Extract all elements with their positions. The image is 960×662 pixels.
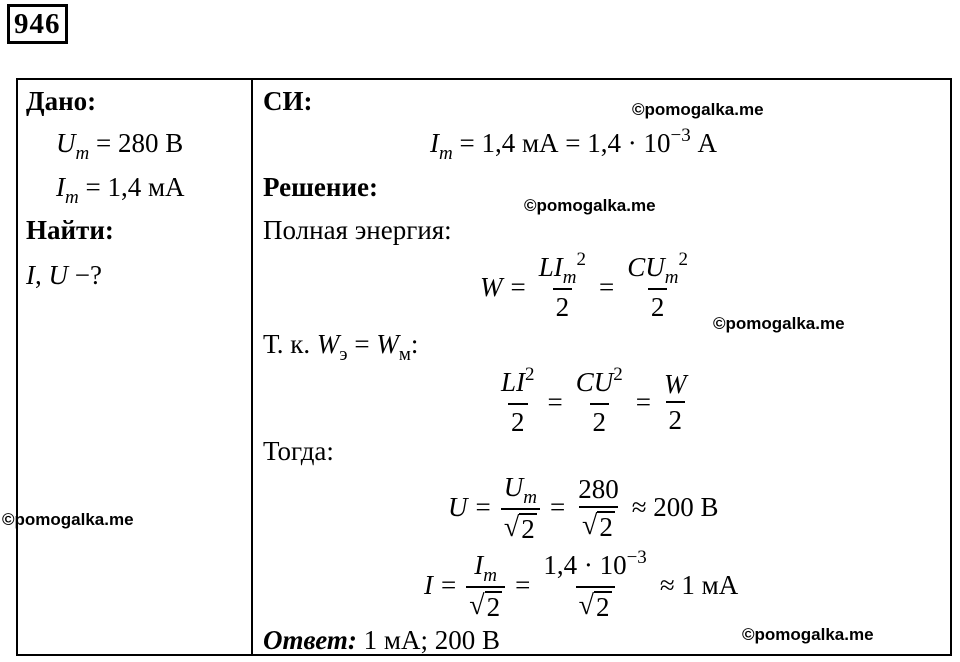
current-formula: I = $I_m$ √ 2 = $1,4 \cdot 10^{-3}$ √ 2 ≈ 1 мА (424, 547, 739, 622)
si-heading: СИ: (263, 86, 313, 116)
watermark: ©pomogalka.me (742, 625, 874, 644)
answer-line: Ответ: 1 мА; 200 В (263, 625, 500, 655)
given-im: $I_m = 1,4$ мА (56, 172, 185, 208)
watermark: ©pomogalka.me (2, 510, 134, 529)
since-line: Т. к. $W_э = W_м$: (263, 329, 419, 365)
watermark: ©pomogalka.me (524, 196, 656, 215)
solution-table (16, 78, 952, 656)
full-energy-label: Полная энергия: (263, 215, 452, 245)
si-conversion: $I_m = 1,4$ мА = $1,4 \cdot 10^{-3}$ А (430, 125, 717, 164)
column-divider (251, 80, 253, 654)
problem-number: 946 (7, 4, 68, 44)
watermark: ©pomogalka.me (713, 314, 845, 333)
given-heading: Дано: (26, 86, 97, 116)
energy-equality: $\frac{LI^2}{2}$ = $\frac{CU^2}{2}$ = $\frac{W}{2}$ (501, 364, 687, 437)
energy-formula: W = $\frac{LI_m^2}{2}$ = $\frac{CU_m^2}{2}$ (480, 249, 688, 322)
given-um: $U_m = 280$ В (56, 128, 184, 164)
solution-heading: Решение: (263, 172, 378, 202)
find-text: I, U −? (26, 260, 102, 290)
find-heading: Найти: (26, 215, 114, 245)
watermark: ©pomogalka.me (632, 100, 764, 119)
voltage-formula: U = $U_m$ √ 2 = 280 √ 2 ≈ 200 В (448, 472, 719, 544)
then-label: Тогда: (263, 436, 334, 466)
